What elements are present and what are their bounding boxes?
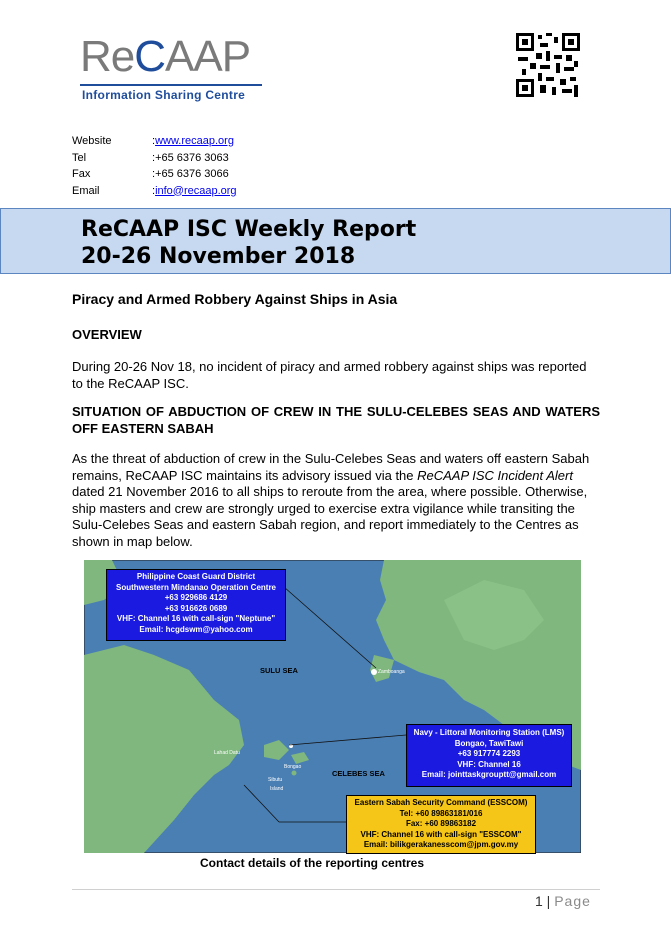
report-dates: 20-26 November 2018 — [81, 244, 356, 269]
fax-value: +65 6376 3066 — [155, 168, 229, 180]
map-caption: Contact details of the reporting centres — [200, 856, 425, 870]
esscom-line-1: Eastern Sabah Security Command (ESSCOM) — [354, 798, 528, 807]
navy-contact-box — [406, 724, 572, 787]
abduction-text-before: As the threat of abduction of crew in the Sulu-Celebes Seas and waters off eastern Sabah remains, ReCAAP ISC maintains its advisory issued via the — [72, 451, 590, 483]
pcg-line-2: Southwestern Mindanao Operation Centre — [115, 582, 276, 592]
page-sep: | — [542, 893, 555, 909]
tel-label: Tel — [72, 151, 87, 164]
contact-row-email — [72, 183, 237, 200]
tel-sep: : — [152, 151, 156, 164]
page-number-value: 1 — [535, 893, 543, 909]
contact-row-website — [72, 133, 237, 150]
recaap-logo — [78, 32, 268, 110]
pcg-contact-box — [106, 569, 286, 641]
esscom-line-2: Tel: +60 89863181/016 — [399, 808, 483, 818]
main-heading: Piracy and Armed Robbery Against Ships in Asia — [72, 291, 398, 307]
abduction-text — [72, 451, 600, 550]
logo-subtitle: Information Sharing Centre — [82, 88, 246, 102]
tel-value: +65 6376 3063 — [155, 151, 229, 164]
esscom-contact-box — [346, 795, 536, 854]
contact-row-fax — [72, 166, 237, 183]
website-sep: : — [152, 135, 156, 147]
overview-text: During 20-26 Nov 18, no incident of piracy and armed robbery against ships was reported to the ReCAAP ISC. — [72, 359, 587, 391]
sibutu-island — [292, 771, 297, 776]
footer-rule — [72, 889, 600, 890]
sulu-sea-label: SULU SEA — [260, 666, 298, 675]
navy-line-1: Navy - Littoral Monitoring Station (LMS) — [413, 728, 565, 737]
qr-code-icon — [516, 33, 580, 97]
website-label: Website — [72, 135, 112, 147]
email-label: Email — [72, 184, 100, 197]
sibutu-label: Sibutu — [268, 777, 283, 783]
bongao-label: Bongao — [284, 764, 302, 770]
fax-sep: : — [152, 168, 156, 180]
lahad-datu-label: Lahad Datu — [214, 750, 240, 756]
pcg-line-5: VHF: Channel 16 with call-sign "Neptune" — [116, 614, 276, 623]
contact-details — [72, 133, 237, 199]
overview-heading: OVERVIEW — [72, 327, 142, 342]
zamboanga-dot — [371, 669, 377, 675]
celebes-sea-label: CELEBES SEA — [332, 769, 385, 778]
pcg-line-4: +63 916626 0689 — [164, 603, 228, 613]
report-title-band — [0, 208, 671, 274]
abduction-heading: SITUATION OF ABDUCTION OF CREW IN THE SULU-CELEBES SEAS AND WATERS OFF EASTERN SABAH — [72, 404, 600, 436]
email-link[interactable]: info@recaap.org — [155, 184, 237, 197]
contact-row-tel — [72, 150, 237, 167]
zamboanga-label: Zamboanga — [378, 669, 405, 675]
report-title: ReCAAP ISC Weekly Report — [81, 217, 417, 242]
navy-line-3: +63 917774 2293 — [457, 749, 521, 758]
island-label: Island — [270, 786, 284, 792]
logo-c: C — [134, 32, 166, 81]
abduction-text-after: dated 21 November 2016 to all ships to reroute from the area, where possible. Otherwise, ship masters and crew are strongly urged to exercise extra vigilance while transiting the Sulu-Celebes Seas and eastern Sabah region, and report immediately to the Centres as shown in map below. — [72, 484, 588, 549]
logo-re: Re — [80, 32, 135, 81]
navy-line-4: VHF: Channel 16 — [457, 759, 521, 769]
pcg-line-3: +63 929686 4129 — [164, 593, 228, 602]
page-word: Page — [554, 893, 591, 909]
logo-underline — [80, 84, 262, 86]
esscom-line-5: Email: bilikgerakanesscom@jpm.gov.my — [363, 840, 519, 849]
pcg-line-6: Email: hcgdswm@yahoo.com — [139, 624, 253, 634]
website-link[interactable]: www.recaap.org — [155, 135, 234, 147]
page-number — [535, 893, 591, 909]
incident-alert-ref: ReCAAP ISC Incident Alert — [417, 467, 573, 483]
esscom-line-4: VHF: Channel 16 with call-sign "ESSCOM" — [360, 829, 522, 839]
fax-label: Fax — [72, 168, 91, 180]
esscom-line-3: Fax: +60 89863182 — [405, 819, 477, 828]
pcg-line-1: Philippine Coast Guard District — [136, 572, 256, 581]
navy-line-5: Email: jointtaskgrouptt@gmail.com — [421, 770, 557, 779]
logo-aap: AAP — [165, 32, 251, 81]
logo-wordmark — [80, 32, 250, 82]
reporting-centres-map — [84, 560, 581, 853]
navy-line-2: Bongao, TawiTawi — [454, 738, 524, 748]
email-sep: : — [152, 184, 156, 197]
